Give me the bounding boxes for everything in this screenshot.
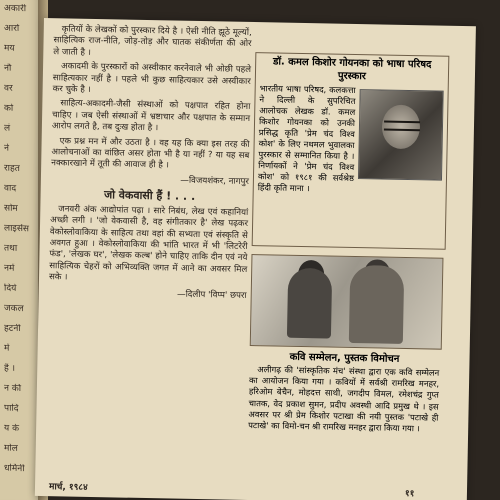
- award-news-title: डॉ. कमल किशोर गोयनका को भाषा परिषद पुरस्कार: [272, 56, 432, 83]
- letter-paragraph: एक प्रश्न मन में और उठता है । वह यह कि क्या इस तरह की आलोचनाओं का वांछित असर होता भी है या नहीं ? या यह सब नक्कारखाने में तूती की आवाज ही है ।: [51, 135, 250, 171]
- event-photo: [250, 254, 444, 350]
- person-body: [349, 265, 404, 344]
- left-page-line: में: [4, 343, 10, 354]
- left-page-line: लं: [4, 123, 11, 134]
- left-page-line: मय: [4, 43, 15, 54]
- left-page-line: पादि: [4, 403, 19, 414]
- person-body: [287, 268, 332, 339]
- left-page-line: धर्मिनी: [4, 463, 25, 475]
- left-page-line: ने: [4, 143, 9, 154]
- portrait-glasses: [384, 121, 420, 132]
- left-page-line: नमें: [4, 263, 15, 274]
- left-page-line: लाइसेंस: [4, 223, 30, 235]
- left-page-line: वाद: [4, 183, 17, 194]
- page-number: ११: [404, 489, 415, 500]
- left-page-line: अकारी: [4, 3, 27, 15]
- award-news-body: भारतीय भाषा परिषद, कलकत्ता ने दिल्ली के सुपरिचित आलोचक लेखक डॉ. कमल किशोर गोयनका को उनकी प्रसिद्ध कृति 'प्रेम चंद विश्व कोश' के लिए नथमल भुवालका पुरस्कार से सम्मानित किया है । निर्णायकों ने 'प्रेम चंद विश्व कोश' को १९८१ की सर्वश्रेष्ठ हिंदी कृति माना ।: [257, 83, 356, 194]
- award-news-box: [252, 52, 450, 250]
- letter-paragraph: साहित्य-अकादमी-जैसी संस्थाओं को पक्षपात रहित होना चाहिए । जब ऐसी संस्थाओं में भ्रष्टाचार और पक्षपात के सम्मान आरोप लगते है, तब दुःख होता है ।: [51, 98, 251, 134]
- event-news-body: अलीगढ़ की 'सांस्कृतिक मंच' संस्था द्वारा एक कवि सम्मेलन का आयोजन किया गया । कवियों में सर्वश्री रामरिख मनहर, हरिओम बेचैन, मोहदत्त साथी, जगदीप विमल, रमेशचंद्र गुप्त चातक, वेद प्रकाश सुमन, प्रदीप अवस्थी आदि प्रमुख थे । इस अवसर पर श्री प्रेम किशोर पटाखा की नयी पुस्तक 'पटाखे ही पटाखे' का विमो-चन श्री रामरिख मनहर द्वारा किया गया ।: [248, 364, 440, 434]
- left-page-line: य के: [4, 423, 19, 434]
- left-page-line: मोल: [4, 443, 18, 454]
- left-page-line: को: [4, 103, 14, 114]
- left-page-line: हटनी: [4, 323, 21, 335]
- letter-paragraph: जनवरी अंक आद्योपांत पढ़ा । सारे निबंध, लेख एवं कहानियां अच्छी लगी । 'जो वेकवासी है, वह संगीतकार है' लेख पढ़कर वेकोस्लोवाकिया के साहित्य तथा वहां की सभ्यता एवं संस्कृति से अवगत हुआ । वेकोस्लोवाकिया की भांति भारत में भी 'लिटरेरी फंड', 'लेखक घर', 'लेखक कल्ब' होने चाहिए ताकि दीन एवं नये साहित्यिक चेहरों को अभिव्यक्ति जगत में आने का अवसर मिल सके ।: [48, 203, 249, 283]
- letter-subheading: जो वेकवासी हैं ! . . .: [103, 188, 196, 204]
- letter-paragraph: अकादमी के पुरस्कारों को अस्वीकार करनेवाले भी ओछी पहले साहित्यकार नहीं है । पहले भी कुछ साहित्यकार उसे अस्वीकार कर चुके है ।: [52, 61, 252, 95]
- left-page-line: नौ: [4, 63, 12, 74]
- event-news-box: [247, 254, 443, 488]
- letter-signature: —दिलीप 'विप्प' छपरा: [176, 289, 247, 301]
- left-page-line: न की: [4, 383, 22, 395]
- left-page-line: दिये: [4, 283, 17, 294]
- left-page-line: तथा: [4, 243, 18, 254]
- left-page-line: जकल: [4, 303, 24, 315]
- letter-signature: —विजयशंकर, नागपुर: [180, 175, 249, 187]
- left-page-line: आरो: [4, 23, 20, 35]
- magazine-page: [35, 18, 476, 500]
- portrait-photo: [358, 89, 444, 181]
- left-page-line: वर: [4, 83, 13, 94]
- page-footer: [45, 482, 445, 500]
- left-page-line: हैं ।: [4, 363, 16, 374]
- event-news-title: कवि सम्मेलन, पुस्तक विमोचन: [289, 351, 400, 365]
- issue-date: मार्च, १९८४: [48, 482, 88, 493]
- left-page-line: सोम: [4, 203, 18, 214]
- letter-paragraph: कृतियों के लेखकों को पुरस्कार दिये है । ऐसी नीति झूठे मूल्यों, साहित्यिक राज-नीति, जोड़-तोड़ और घातक संकीर्णता की ओर ले जाती है ।: [53, 24, 252, 58]
- letters-column: [49, 24, 252, 306]
- left-page-line: राहत: [4, 163, 20, 175]
